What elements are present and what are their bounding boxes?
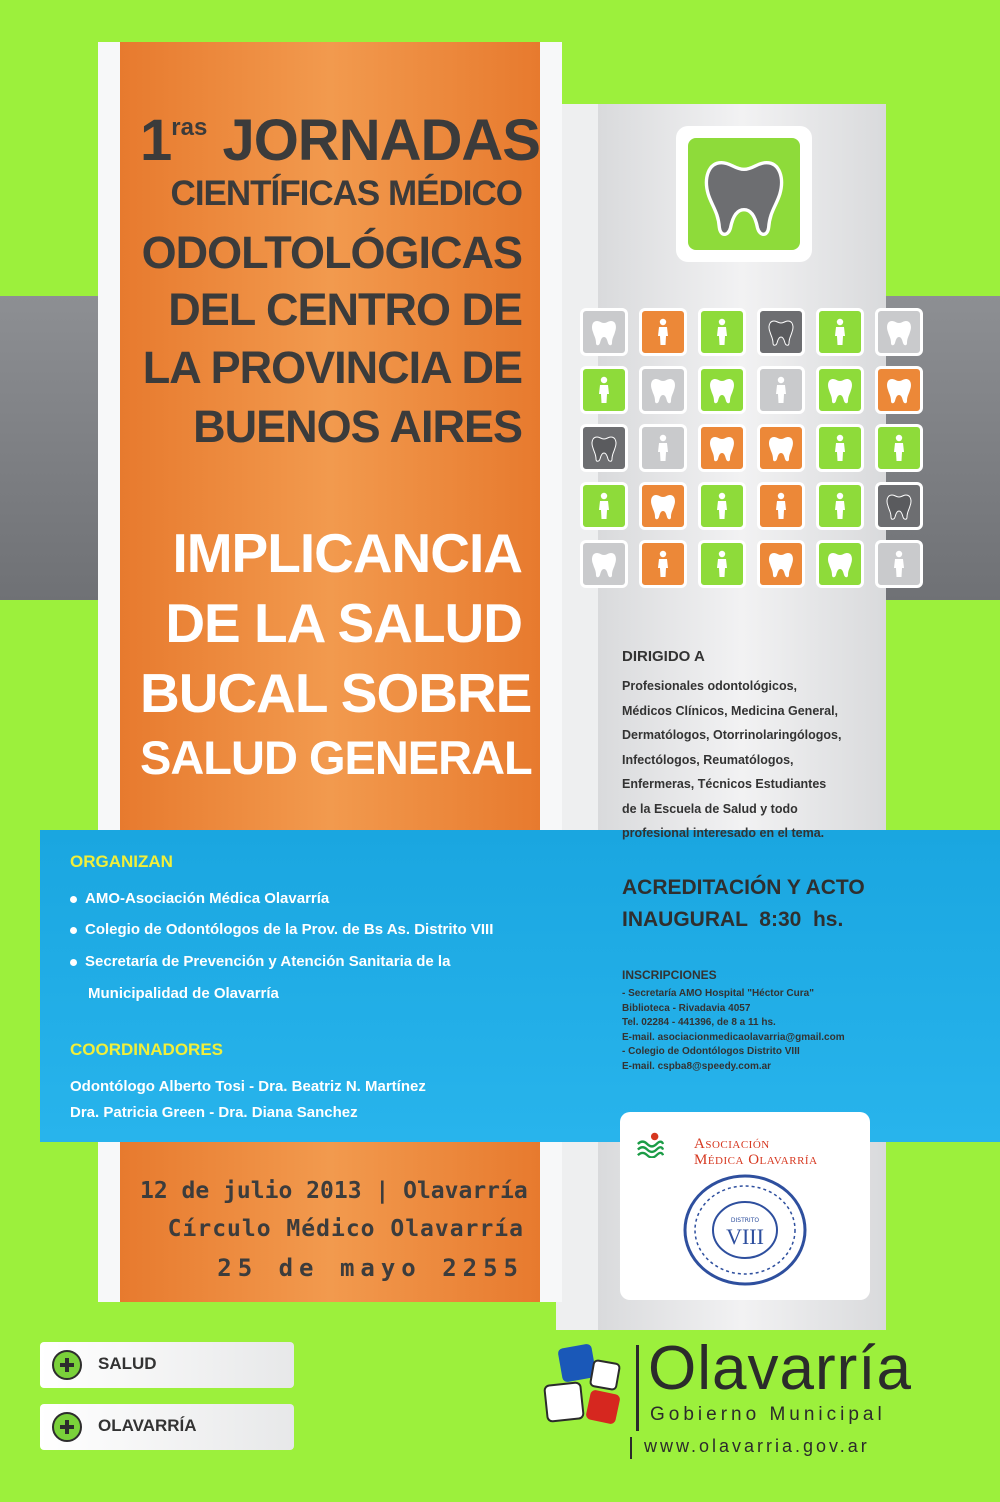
- organizan-heading: ORGANIZAN: [70, 852, 173, 871]
- dirigido-line: profesional interesado en el tema.: [622, 826, 825, 840]
- dirigido-line: Enfermeras, Técnicos Estudiantes: [622, 777, 827, 791]
- grid-tile: [639, 308, 687, 356]
- plus-icon: [52, 1350, 82, 1380]
- dirigido-line: Profesionales odontológicos,: [622, 679, 798, 693]
- amo-logo-icon: [636, 1130, 664, 1158]
- olavarria-logo-icon: [540, 1340, 632, 1434]
- grid-tile: [875, 366, 923, 414]
- inscripciones-line: - Secretaría AMO Hospital "Héctor Cura": [622, 988, 814, 999]
- seal-numeral: VIII: [726, 1224, 764, 1249]
- tooth-icon: [884, 375, 914, 405]
- title-line-5: LA PROVINCIA DE: [142, 342, 522, 393]
- person-icon: [648, 433, 678, 463]
- acreditacion-line: ACREDITACIÓN Y ACTO: [622, 876, 865, 899]
- organizan-item: [70, 953, 450, 970]
- grid-tile: [757, 540, 805, 588]
- person-icon: [589, 375, 619, 405]
- organizan-item: [70, 921, 493, 938]
- grid-tile: [875, 482, 923, 530]
- dirigido-line: Infectólogos, Reumatólogos,: [622, 752, 794, 767]
- grid-tile: [875, 540, 923, 588]
- inscripciones-line: - Colegio de Odontólogos Distrito VIII: [622, 1046, 800, 1057]
- grid-tile: [580, 540, 628, 588]
- seal-label: DISTRITO: [730, 1217, 760, 1224]
- subtitle-line-2: DE LA SALUD: [165, 592, 522, 654]
- grid-tile: [816, 424, 864, 472]
- inscripciones-list: [622, 987, 845, 1074]
- person-icon: [707, 549, 737, 579]
- tooth-icon: [589, 317, 619, 347]
- grid-tile: [580, 482, 628, 530]
- tooth-icon: [884, 491, 914, 521]
- amo-logo-line: Médica Olavarría: [694, 1152, 818, 1168]
- event-date: 12 de julio 2013 | Olavarría: [140, 1178, 528, 1204]
- brand-url[interactable]: www.olavarria.gov.ar: [644, 1436, 870, 1456]
- bullet-icon: [70, 959, 77, 966]
- grid-tile: [698, 424, 746, 472]
- person-icon: [648, 549, 678, 579]
- colegio-seal-icon: [680, 1172, 810, 1288]
- person-icon: [589, 491, 619, 521]
- title-word: JORNADAS: [222, 108, 540, 173]
- tooth-icon: [648, 375, 678, 405]
- grid-tile: [757, 366, 805, 414]
- grid-tile: [757, 482, 805, 530]
- inscripciones-line: Biblioteca - Rivadavia 4057: [622, 1002, 751, 1014]
- event-address: 25 de mayo 2255: [217, 1254, 524, 1282]
- tooth-icon: [884, 317, 914, 347]
- grid-tile: [639, 424, 687, 472]
- subtitle-line-3: BUCAL SOBRE: [140, 662, 532, 724]
- person-icon: [825, 433, 855, 463]
- person-icon: [766, 491, 796, 521]
- inscripciones-email: E-mail. asociacionmedicaolavarria@gmail.com: [622, 1031, 845, 1043]
- coordinadores-line: Odontólogo Alberto Tosi - Dra. Beatriz N. Martínez: [70, 1078, 426, 1095]
- person-icon: [825, 317, 855, 347]
- tooth-icon: [589, 433, 619, 463]
- inscripciones-heading: INSCRIPCIONES: [622, 968, 717, 982]
- grid-tile: [816, 308, 864, 356]
- title-line-4: DEL CENTRO DE: [168, 284, 522, 335]
- grid-tile: [580, 366, 628, 414]
- bullet-icon: [70, 927, 77, 934]
- brand-name: Olavarría: [648, 1334, 912, 1403]
- brand-subtitle: Gobierno Municipal: [650, 1404, 886, 1425]
- person-icon: [707, 317, 737, 347]
- grid-tile: [757, 424, 805, 472]
- dirigido-list: [622, 674, 841, 846]
- acreditacion-time: INAUGURAL 8:30 hs.: [622, 908, 844, 931]
- title-line-3: ODOLTOLÓGICAS: [141, 227, 522, 278]
- tag-label: OLAVARRÍA: [98, 1416, 197, 1435]
- tag-label: SALUD: [98, 1354, 157, 1373]
- bullet-icon: [70, 896, 77, 903]
- grid-tile: [580, 424, 628, 472]
- title-superscript: ras: [171, 114, 208, 141]
- grid-tile: [875, 308, 923, 356]
- title-number: 1: [140, 108, 172, 173]
- grid-tile: [698, 366, 746, 414]
- brand-divider: [636, 1345, 639, 1431]
- grid-tile: [639, 540, 687, 588]
- dirigido-line: de la Escuela de Salud y todo: [622, 801, 798, 816]
- amo-logo-text: [694, 1136, 818, 1168]
- dirigido-heading: DIRIGIDO A: [622, 648, 705, 665]
- person-icon: [648, 317, 678, 347]
- organizan-item: [70, 890, 329, 907]
- coordinadores-heading: COORDINADORES: [70, 1040, 224, 1059]
- person-icon: [825, 491, 855, 521]
- person-icon: [884, 433, 914, 463]
- acreditacion-block: [622, 872, 865, 936]
- subtitle-line-1: IMPLICANCIA: [172, 522, 522, 584]
- tooth-icon: [766, 549, 796, 579]
- grid-tile: [580, 308, 628, 356]
- tooth-icon: [589, 549, 619, 579]
- grid-tile: [698, 482, 746, 530]
- grid-tile: [757, 308, 805, 356]
- tooth-icon: [766, 317, 796, 347]
- tooth-tile: [688, 138, 800, 250]
- title-line-2: CIENTÍFICAS MÉDICO: [170, 174, 522, 213]
- tooth-icon: [707, 375, 737, 405]
- grid-tile: [639, 482, 687, 530]
- tooth-icon: [766, 433, 796, 463]
- inscripciones-email: E-mail. cspba8@speedy.com.ar: [622, 1060, 772, 1072]
- dirigido-line: Médicos Clínicos, Medicina General,: [622, 703, 839, 718]
- organizan-item-label: Secretaría de Prevención y Atención Sanitaria de la: [85, 953, 451, 970]
- grid-tile: [875, 424, 923, 472]
- tooth-icon: [648, 491, 678, 521]
- person-icon: [884, 549, 914, 579]
- tooth-icon: [825, 549, 855, 579]
- tooth-icon: [688, 138, 800, 250]
- tooth-icon: [707, 433, 737, 463]
- person-icon: [766, 375, 796, 405]
- amo-logo-line: Asociación: [694, 1136, 770, 1152]
- organizan-item-label: Colegio de Odontólogos de la Prov. de Bs As. Distrito VIII: [85, 921, 494, 938]
- grid-tile: [698, 540, 746, 588]
- subtitle-line-4: SALUD GENERAL: [140, 731, 532, 784]
- event-venue: Círculo Médico Olavarría: [167, 1216, 524, 1242]
- grid-tile: [816, 366, 864, 414]
- dirigido-line: Dermatólogos, Otorrinolaringólogos,: [622, 728, 842, 742]
- grid-tile: [816, 482, 864, 530]
- tooth-icon: [825, 375, 855, 405]
- grid-tile: [698, 308, 746, 356]
- person-icon: [707, 491, 737, 521]
- organizan-item-label: AMO-Asociación Médica Olavarría: [85, 890, 330, 907]
- grid-tile: [639, 366, 687, 414]
- url-divider: [630, 1437, 632, 1459]
- grid-tile: [816, 540, 864, 588]
- organizan-item-continuation: Municipalidad de Olavarría: [88, 985, 279, 1002]
- inscripciones-line: Tel. 02284 - 441396, de 8 a 11 hs.: [622, 1017, 776, 1028]
- coordinadores-line: Dra. Patricia Green - Dra. Diana Sanchez: [70, 1104, 358, 1121]
- title-line-6: BUENOS AIRES: [193, 401, 522, 452]
- title-line-1: [140, 108, 540, 173]
- plus-icon: [52, 1412, 82, 1442]
